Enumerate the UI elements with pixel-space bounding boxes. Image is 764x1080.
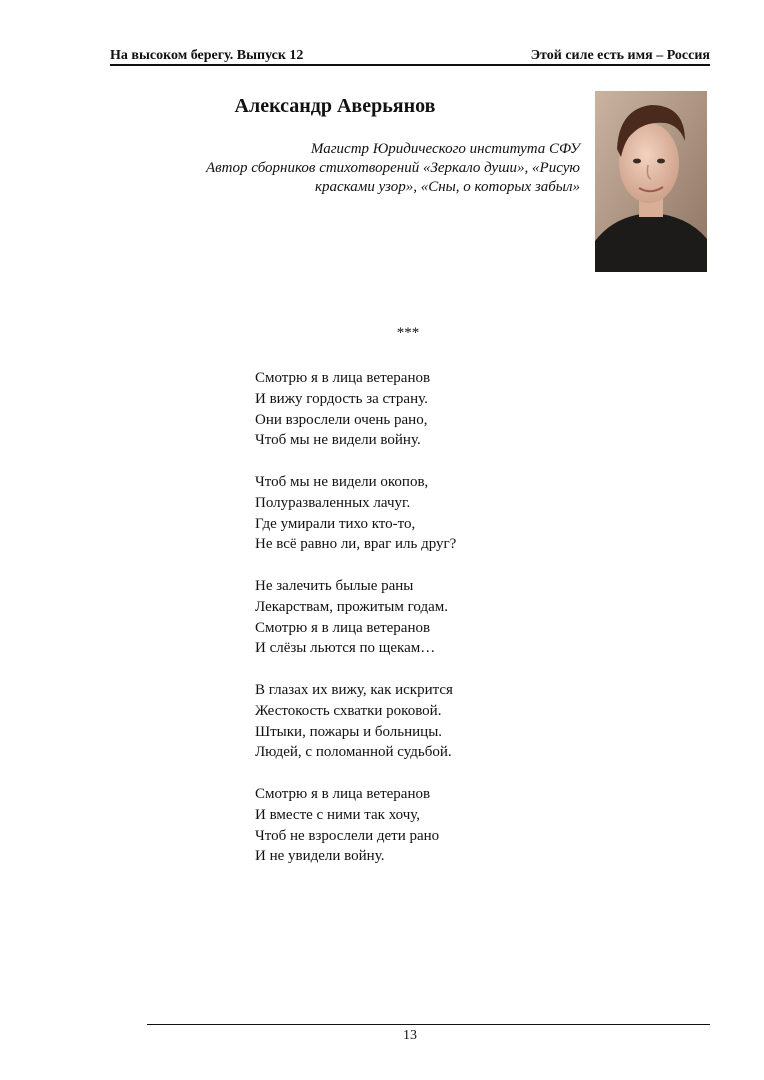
poem-body bbox=[255, 368, 615, 888]
author-name: Александр Аверьянов bbox=[234, 95, 436, 117]
poem-line: Они взрослели очень рано, bbox=[255, 411, 428, 428]
poem-stanza bbox=[255, 784, 615, 867]
running-header bbox=[110, 47, 710, 65]
page-number: 13 bbox=[403, 1028, 417, 1043]
poem-stanza bbox=[255, 368, 615, 451]
poem-line: И не увидели войну. bbox=[255, 848, 385, 865]
header-divider bbox=[110, 64, 710, 66]
poem-line: Не всё равно ли, враг иль друг? bbox=[255, 536, 457, 553]
header-publication-title: На высоком берегу. Выпуск 12 bbox=[110, 48, 304, 63]
poem-line: Чтоб не взрослели дети рано bbox=[255, 827, 440, 844]
poem-line: Где умирали тихо кто-то, bbox=[255, 515, 416, 532]
poem-line: Полуразваленных лачуг. bbox=[255, 494, 411, 511]
poem-stanza bbox=[255, 472, 615, 555]
poem-line: Жестокость схватки роковой. bbox=[255, 702, 442, 719]
author-bio bbox=[112, 140, 580, 197]
poem-line: И вижу гордость за страну. bbox=[255, 390, 428, 407]
poem-line: Чтоб мы не видели окопов, bbox=[255, 473, 429, 490]
poem-stanza bbox=[255, 680, 615, 763]
bio-line: Автор сборников стихотворений «Зеркало души», «Рисую bbox=[205, 160, 580, 176]
poem-line: Смотрю я в лица ветеранов bbox=[255, 785, 431, 802]
header-section-title: Этой силе есть имя – Россия bbox=[530, 48, 710, 63]
footer-divider bbox=[147, 1024, 710, 1025]
poem-line: И слёзы льются по щекам… bbox=[255, 640, 436, 657]
bio-line: красками узор», «Сны, о которых забыл» bbox=[314, 179, 580, 195]
poem-line: Людей, с поломанной судьбой. bbox=[255, 744, 452, 761]
poem-line: Смотрю я в лица ветеранов bbox=[255, 619, 431, 636]
poem-stanza bbox=[255, 576, 615, 659]
bio-line: Магистр Юридического института СФУ bbox=[310, 141, 580, 157]
author-portrait-image bbox=[595, 91, 707, 272]
author-photo bbox=[595, 91, 707, 272]
poem-line: И вместе с ними так хочу, bbox=[255, 806, 421, 823]
poem-line: Чтоб мы не видели войну. bbox=[255, 432, 421, 449]
poem-line: В глазах их вижу, как искрится bbox=[255, 681, 453, 698]
poem-line: Смотрю я в лица ветеранов bbox=[255, 370, 431, 386]
poem-line: Не залечить былые раны bbox=[255, 577, 414, 594]
poem-line: Штыки, пожары и больницы. bbox=[255, 723, 443, 740]
poem-separator: *** bbox=[396, 325, 420, 341]
poem-line: Лекарствам, прожитым годам. bbox=[255, 598, 448, 615]
